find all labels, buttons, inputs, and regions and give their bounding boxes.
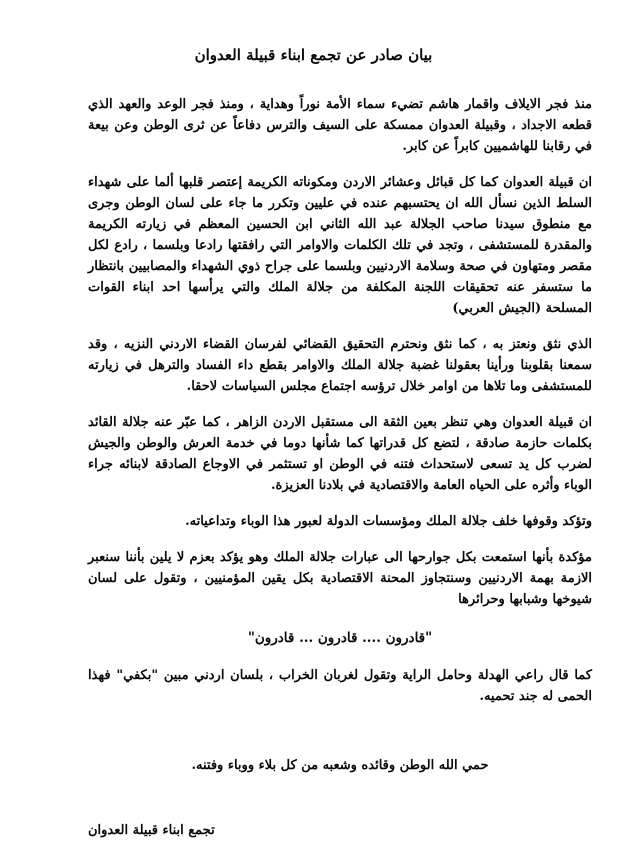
paragraph-judiciary: الذي نثق ونعتز به ، كما نثق ونحترم التحقيق القضائي لفرسان القضاء الاردني النزيه ، وقد سمعنا بقلوبنا ورأينا بعقولنا غضبة جلالة الملك والاوامر بقطع داء الفساد والترهل في زيارته للمستشفى وما تلاها من اوامر خلال ترؤسه اجتماع مجلس السياسات لاحقا. xyxy=(88,337,592,394)
blessing-line: حمي الله الوطن وقائده وشعبه من كل بلاء ووباء وفتنه. xyxy=(191,758,489,773)
paragraph-condolence: ان قبيلة العدوان كما كل قبائل وعشائر الاردن ومكوناته الكريمة إعتصر قلبها ألما على شهداء السلط الذين نسأل الله ان يحتسبهم عنده في عليين وتكرر ما جاء على لسان الوطن وجرى مع منطوق سيدنا صاحب الجلالة عبد الله الثاني ابن الحسين المعظم في زيارته الكريمة والمقدرة للمستشفى ، وتجد في تلك الكلمات والاوامر التي رافقتها رادعا وبلسما ، رادع لكل مقصر ومتهاون في صحة وسلامة الاردنيين وبلسما على جراح ذوي الشهداء والمصابيين بانتظار ما ستسفر عنه تحقيقات اللجنة المكلفة من جلالة الملك والتي يرأسها احد ابناء القوات المسلحة (الجيش العربي) xyxy=(88,175,592,316)
paragraph-intro: منذ فجر الايلاف واقمار هاشم تضيء سماء الأمة نوراً وهداية ، ومنذ فجر الوعد والعهد الذي قطعه الاجداد ، وقبيلة العدوان ممسكة على السيف والترس دفاعاً عن ثرى الوطن وعن بيعة في رقابنا للهاشميين كابراً عن كابر. xyxy=(88,97,592,154)
slogan-quote: "قادرون .... قادرون ... قادرون" xyxy=(247,630,433,646)
paragraph-warning: كما قال راعي الهدلة وحامل الراية وتقول لغربان الخراب ، بلسان اردني مبين "بكفي" فهذا الحمى له جند تحميه. xyxy=(88,668,592,704)
signature-line: تجمع ابناء قبيلة العدوان xyxy=(88,823,215,838)
statement-body xyxy=(0,64,627,841)
paragraph-loyalty: ان قبيلة العدوان وهي تنظر بعين الثقة الى مستقبل الاردن الزاهر ، كما عبّر عنه جلالة القائد بكلمات حازمة صادقة ، لتضع كل قدراتها كما شأنها دوما في خدمة العرش والوطن والجيش لضرب كل يد تسعى لاستحداث فتنه في الوطن او تستثمر في الاوجاع الصادقة لابنائه جراء الوباء وأثره على الحياه العامة والاقتصادية في بلادنا العزيزة. xyxy=(88,415,592,493)
page-title: بيان صادر عن تجمع ابناء قبيلة العدوان xyxy=(194,46,433,64)
paragraph-support: وتؤكد وقوفها خلف جلالة الملك ومؤسسات الدولة لعبور هذا الوباء وتداعياته. xyxy=(185,514,592,529)
paragraph-resolve: مؤكدة بأنها استمعت بكل جوارحها الى عبارات جلالة الملك وهو يؤكد بعزم لا يلين بأننا سنعبر الازمة بهمة الاردنيين وسنتجاوز المحنة الاقتصادية بكل يقين المؤمنيين ، وتقول على لسان شيوخها وشبابها وحرائرها xyxy=(88,550,592,607)
